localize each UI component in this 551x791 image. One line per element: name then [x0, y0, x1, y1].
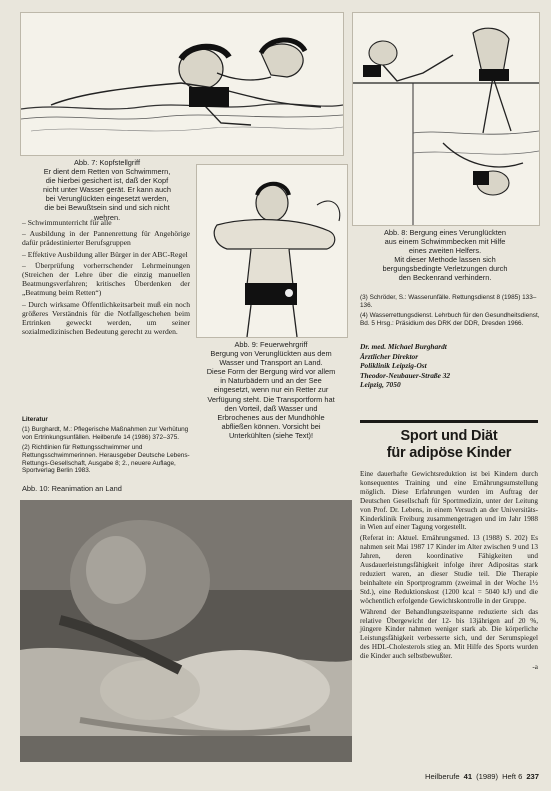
caption-line: Abb. 9: Feuerwehrgriff [234, 340, 308, 349]
author-street: Theodor-Neubauer-Straße 32 [360, 370, 451, 380]
article-paragraph: Eine dauerhafte Gewichtsreduktion ist bei Kindern durch konsequentes Training und eine Ernährungsumstellung möglich. Diese Erfahrungen wurden im Auftrag der Deutschen Gesellschaft für Sportmedizin, unter der Leitung von Prof. Dr. Lebens, in einem Versuch an der Universitäts-Kinderklinik Freiburg zusammengetragen und im Jahr 1988 in Wien auf einer Tagung vorgestellt. [360, 470, 538, 532]
caption-line: wehren. [93, 212, 121, 222]
figure-9-caption [190, 340, 352, 440]
caption-line: bergungsbedingte Verletzungen durch [382, 264, 508, 274]
journal-name: Heilberufe [425, 772, 460, 781]
literature-list [22, 416, 190, 477]
caption-line: Diese Form der Bergung wird vor allem [206, 367, 336, 377]
caption-line: eines zweiten Helfers. [408, 246, 482, 256]
list-item: – Schwimmunterricht für alle [22, 218, 112, 227]
right-references [360, 294, 540, 330]
caption-line: Unterkühlten (siehe Text)! [228, 430, 314, 440]
literature-heading: Literatur [22, 416, 48, 423]
headline-rule [360, 420, 538, 423]
journal-issue: Heft 6 [502, 772, 523, 781]
journal-year: (1989) [476, 772, 499, 781]
caption-line: Mit dieser Methode lassen sich [394, 255, 496, 265]
figure-10-caption [22, 484, 202, 493]
caption-line: bei Verunglückten eingesetzt werden, [45, 194, 169, 204]
caption-line: die bei Bewußtsein sind und sich nicht [44, 203, 170, 213]
article-paragraph: Während der Behandlungszeitspanne reduzierte sich das relative Übergewicht der 12- bis 13jährigen auf 20 %, jüngere Kinder nahmen weniger stark ab. Die körperliche Leistungsfähigkeit verbesserte sich, und der Serumspiegel des HDL-Cholesterols stieg an. Mit Hilfe des Sports wurden die Kinder auch selbstbewußter. [360, 607, 538, 661]
page-footer [425, 772, 539, 781]
author-block [360, 342, 540, 390]
caption-line: den Beckenrand verhindern. [398, 273, 492, 283]
left-body-text [22, 218, 190, 338]
reference-item: (3) Schröder, S.: Wasserunfälle. Rettungsdienst 8 (1985) 133–136. [360, 294, 537, 309]
reference-item: (1) Burghardt, M.: Pflegerische Maßnahmen zur Verhütung von Ertrinkungsunfällen. Heilberufe 14 (1986) 372–375. [22, 425, 189, 441]
figure-7-caption [22, 158, 192, 222]
caption-line: Wasser und Transport an Land. [219, 358, 323, 368]
caption-line: eingesetzt, wenn nur ein Retter zur [213, 385, 329, 395]
caption-line: Abb. 8: Bergung eines Verunglückten [383, 228, 507, 237]
figure-8-caption [352, 228, 538, 283]
figure-9-illustration [196, 164, 348, 338]
figure-7-illustration [20, 12, 344, 156]
caption-line: Er dient dem Retten von Schwimmern, [43, 167, 171, 177]
figure-8-illustration [352, 12, 540, 226]
author-city: Leipzig, 7050 [360, 380, 401, 390]
caption-line: Bergung von Verunglückten aus dem [210, 349, 332, 359]
article-paragraph: (Referat in: Aktuel. Ernährungsmed. 13 (1988) S. 202) Es nahmen seit Mai 1987 17 Kinder im Alter zwischen 9 und 13 Jahren, deren koordinative Fähigkeiten und Ausdauerleistungsfähigkeit infolge ihrer Adipositas stark reduziert waren, an dieser Studie teil. Die Therapie beinhaltete ein Sportprogramm (zweimal in der Woche 1½ Std.), eine Reduktionskost (1200 kcal = 5040 kJ) und die wöchentlich erfolgende Gewichtskontrolle in der Gruppe. [360, 534, 538, 605]
caption-line: den Vorteil, daß Wasser und [224, 403, 318, 413]
article-headline [360, 428, 538, 462]
list-item: – Ausbildung in der Pannenrettung für Angehörige dafür prädestinierter Berufsgruppen [22, 229, 190, 248]
author-name: Dr. med. Michael Burghardt [360, 342, 447, 351]
caption-line: Erbrochenes aus der Mundhöhle [217, 412, 325, 422]
page-number: 237 [526, 772, 539, 781]
caption-title: Abb. 7: Kopfstellgriff [73, 158, 140, 167]
list-item: – Überprüfung vorherrschender Lehrmeinungen (Streichen der Lehre über die einzig manuellen Beatmungsverfahren; kritisches Überdenken der „Beatmung beim Retten“) [22, 260, 190, 298]
reference-item: (2) Richtlinien für Rettungsschwimmer und Rettungsschwimmerinnen. Herausgeber Deutsche Lebens-Rettungs-Gesellschaft, Ausgabe 8; 2., neuere Auflage, Sportverlag Berlin 1983. [22, 443, 190, 475]
author-institution: Poliklinik Leipzig-Ost [360, 361, 427, 371]
caption-line: Verfügung steht. Die Transportform hat [207, 394, 335, 404]
caption-line: in Naturbädern und an der See [220, 376, 322, 386]
caption-line: Abb. 10: Reanimation an Land [22, 484, 122, 493]
headline-line: Sport und Diät [400, 428, 498, 444]
list-item: – Durch wirksame Öffentlichkeitsarbeit muß ein noch größeres Verständnis für die Notfallgeschehen beim Ertrinken geweckt werden, um seiner sozialmedizinischen Bedeutung gerecht zu werden. [22, 299, 190, 337]
caption-line: aus einem Schwimmbecken mit Hilfe [384, 237, 506, 247]
caption-line: abfließen können. Vorsicht bei [221, 421, 321, 431]
list-item: – Effektive Ausbildung aller Bürger in der ABC-Regel [22, 249, 188, 259]
article-end-mark: -a [532, 663, 538, 672]
author-role: Ärztlicher Direktor [360, 351, 419, 361]
reference-item: (4) Wasserrettungsdienst. Lehrbuch für den Gesundheitsdienst, Bd. 5 Hrsg.: Präsidium des DRK der DDR, Dresden 1966. [360, 311, 540, 327]
caption-line: nicht unter Wasser gerät. Er kann auch [43, 185, 171, 195]
journal-volume: 41 [463, 772, 473, 781]
headline-line: für adipöse Kinder [386, 445, 512, 461]
article-body [360, 470, 538, 674]
caption-line: die hierbei gesichert ist, daß der Kopf [45, 176, 169, 186]
figure-10-photo [20, 500, 352, 762]
